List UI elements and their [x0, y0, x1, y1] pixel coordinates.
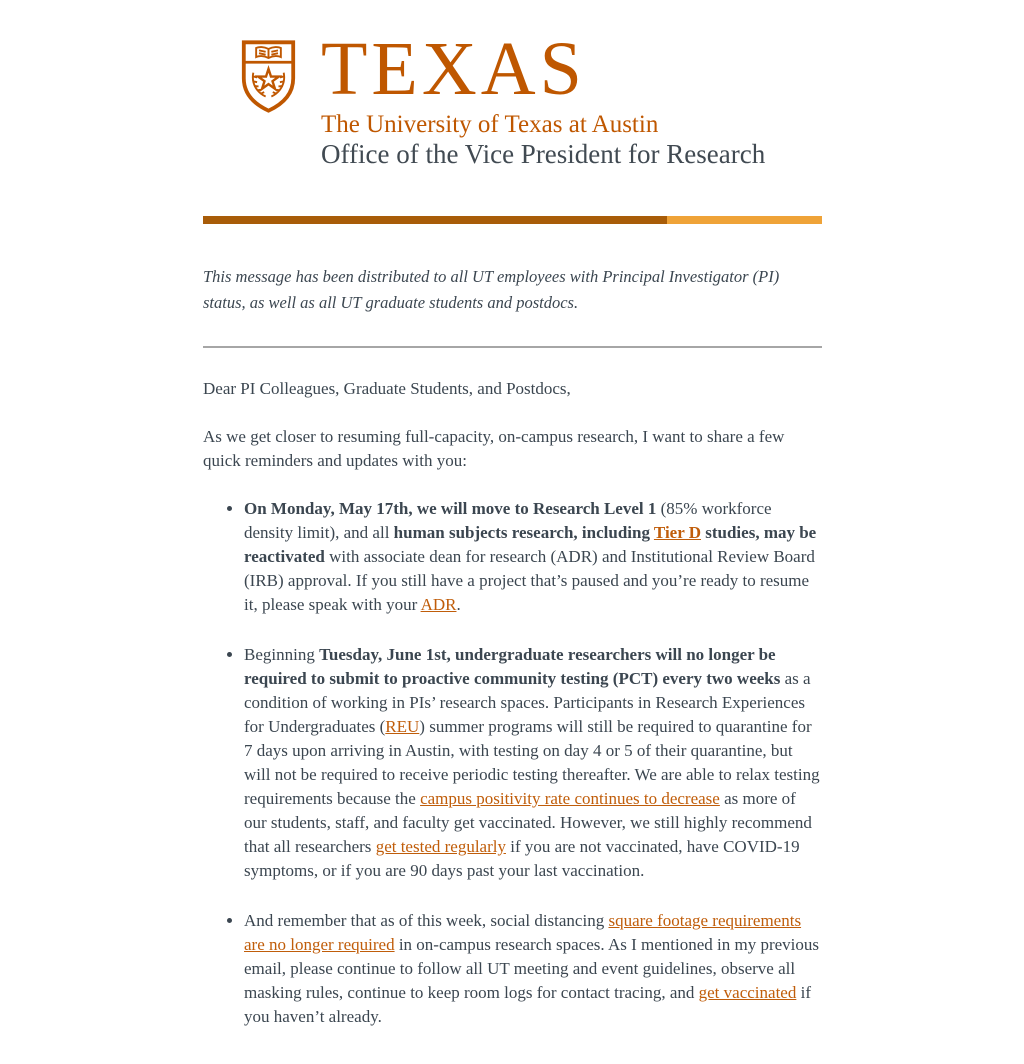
- text-segment: Tuesday, June 1st, undergraduate researchers will no longer be required to submit to proactive community testing (PCT) every two weeks: [244, 645, 781, 688]
- accent-bar-light: [667, 216, 822, 224]
- ut-shield-icon: [240, 40, 297, 113]
- text-segment: if you haven’t already.: [244, 983, 811, 1026]
- text-segment: studies, may be reactivated: [244, 523, 817, 566]
- text-segment: .: [456, 595, 461, 614]
- email-body: [203, 27, 822, 1029]
- list-item: [244, 909, 822, 1029]
- intro-paragraph: As we get closer to resuming full-capacity, on-campus research, I want to share a few quick reminders and updates with you:: [203, 427, 785, 470]
- accent-bar-dark: [203, 216, 667, 224]
- get-tested-regularly-link[interactable]: get tested regularly: [375, 837, 506, 856]
- text-segment: ) summer programs will still be required to quarantine for 7 days upon arriving in Austin, with testing on day 4 or 5 of their quarantine, but will not be required to receive periodic testing thereafter. We are able to relax testing requirements because the: [244, 717, 820, 808]
- logo-text-block: [321, 27, 766, 169]
- accent-bar: [203, 216, 822, 224]
- text-segment: if you are not vaccinated, have COVID-19 symptoms, or if you are 90 days past your last vaccination.: [244, 837, 800, 880]
- text-segment: as more of our students, staff, and faculty get vaccinated. However, we still highly recommend that all researchers: [244, 789, 812, 856]
- tier-d-link[interactable]: Tier D: [653, 523, 701, 542]
- texas-wordmark: TEXAS: [321, 27, 586, 111]
- adr-link[interactable]: ADR: [420, 595, 457, 614]
- text-segment: Beginning: [244, 645, 320, 664]
- distribution-disclaimer: This message has been distributed to all UT employees with Principal Investigator (PI) status, as well as all UT graduate students and postdocs.: [203, 267, 780, 312]
- list-item: [244, 643, 822, 883]
- text-segment: (85% workforce density limit), and all: [244, 499, 772, 542]
- text-segment: human subjects research, including: [393, 523, 654, 542]
- text-segment: And remember that as of this week, social distancing: [244, 911, 609, 930]
- campus-positivity-rate-link[interactable]: campus positivity rate continues to decrease: [420, 789, 720, 808]
- office-subtitle: Office of the Vice President for Research: [321, 139, 766, 169]
- reu-link[interactable]: REU: [385, 717, 420, 736]
- email-header: [203, 27, 822, 169]
- text-segment: with associate dean for research (ADR) and Institutional Review Board (IRB) approval. If you still have a project that’s paused and you’re ready to resume it, please speak with your: [244, 547, 815, 614]
- salutation: Dear PI Colleagues, Graduate Students, and Postdocs,: [203, 379, 571, 398]
- list-item: [244, 497, 822, 617]
- bullet-list: [203, 497, 822, 1029]
- text-segment: as a condition of working in PIs’ research spaces. Participants in Research Experiences for Undergraduates (: [244, 669, 811, 736]
- square-footage-link[interactable]: square footage requirements are no longer required: [244, 911, 802, 954]
- text-segment: On Monday, May 17th, we will move to Research Level 1: [244, 499, 657, 518]
- university-subtitle: The University of Texas at Austin: [321, 111, 659, 138]
- text-segment: in on-campus research spaces. As I mentioned in my previous email, please continue to follow all UT meeting and event guidelines, observe all masking rules, continue to keep room logs for contact tracing, and: [244, 935, 819, 1002]
- get-vaccinated-link[interactable]: get vaccinated: [698, 983, 797, 1002]
- section-divider: [203, 346, 822, 348]
